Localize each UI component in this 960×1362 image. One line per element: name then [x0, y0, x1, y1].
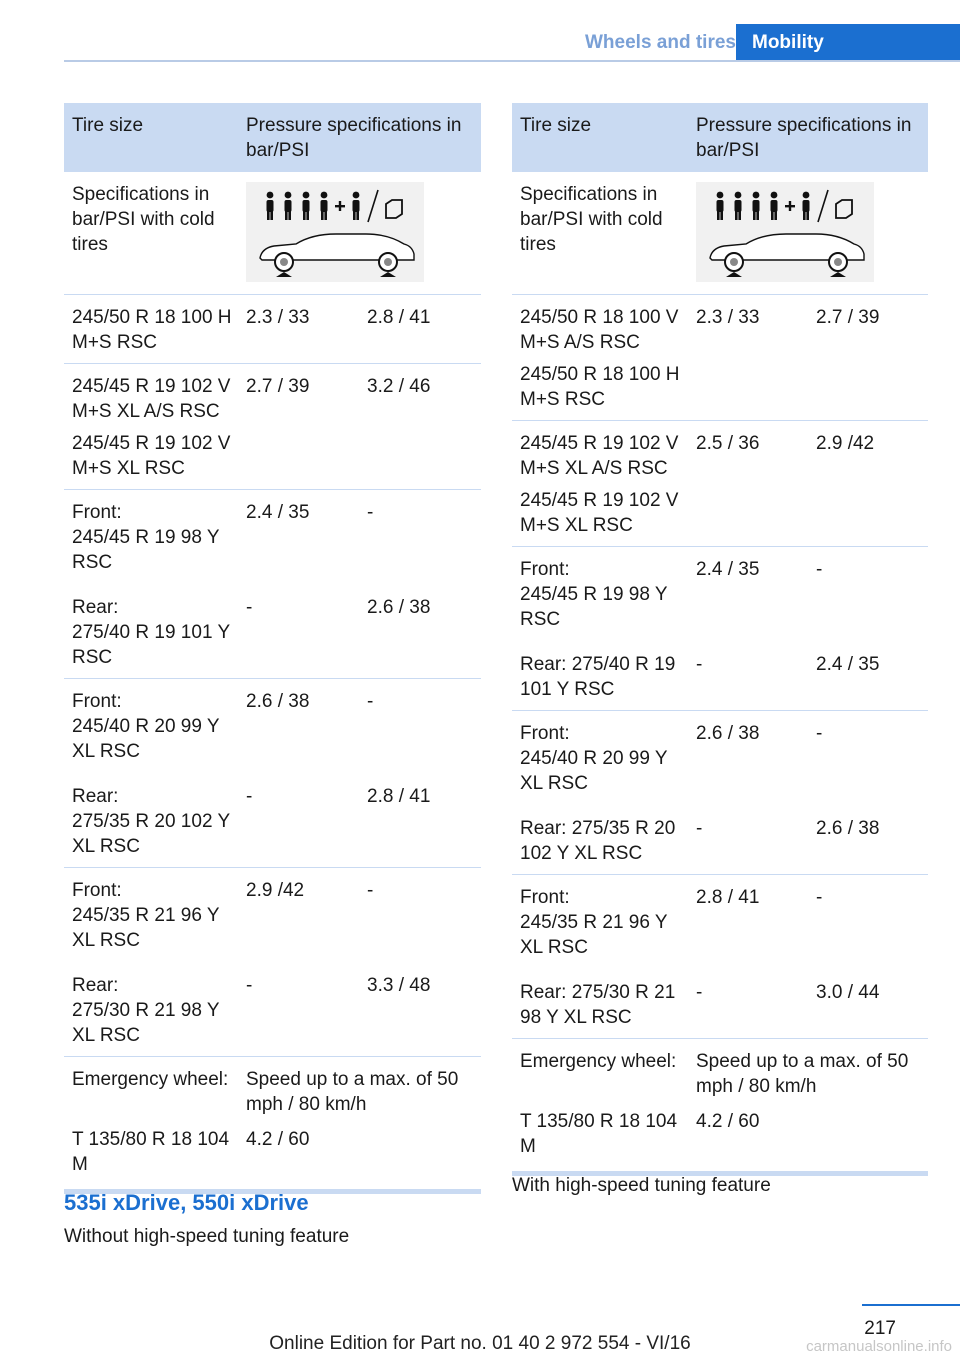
left-table-body — [64, 172, 481, 1192]
table-row — [64, 868, 481, 962]
emergency-row — [512, 1039, 928, 1108]
table-row — [64, 364, 481, 490]
header-rule — [64, 60, 960, 62]
tire-size-text: 245/45 R 19 102 V M+S XL RSC — [520, 490, 679, 536]
pressure-normal-load: 2.3 / 33 — [688, 295, 808, 421]
pressure-full-load: 3.3 / 48 — [367, 975, 431, 996]
pressure-full-load: 2.7 / 39 — [808, 295, 928, 421]
pressure-full-load: 2.4 / 35 — [816, 654, 880, 675]
tire-size-text: Front: — [520, 887, 570, 908]
emergency-tire: T 135/80 R 18 104 M — [512, 1107, 688, 1174]
emergency-speed: Speed up to a max. of 50 mph / 80 km/h — [238, 1057, 481, 1126]
edition-footer: Online Edition for Part no. 01 40 2 972 554 - VI/16 — [269, 1333, 691, 1354]
pressure-normal-load: - — [246, 597, 253, 618]
pictogram-cell — [688, 172, 928, 295]
pressure-normal-load: 2.6 / 38 — [238, 679, 359, 773]
spec-label: Specifications in bar/PSI with cold tires — [64, 172, 238, 295]
emergency-tire-row — [512, 1107, 928, 1174]
pressure-full-load: 3.0 / 44 — [816, 982, 880, 1003]
tire-size-cell — [64, 583, 238, 679]
pressure-normal-load: - — [696, 818, 703, 839]
table-row — [512, 640, 928, 711]
tire-size-text: Front: — [520, 559, 570, 580]
table-row — [64, 679, 481, 773]
tire-size-text: Front: — [72, 502, 122, 523]
table-row — [512, 295, 928, 421]
pictogram-cell — [238, 172, 481, 295]
tire-size-cell — [64, 364, 238, 490]
emergency-row — [64, 1057, 481, 1126]
table-row — [512, 421, 928, 547]
right-subtitle: With high-speed tuning feature — [512, 1175, 771, 1196]
emergency-pressure: 4.2 / 60 — [688, 1107, 928, 1174]
tire-size-cell — [512, 547, 688, 641]
tire-size-cell — [512, 295, 688, 421]
col-header-pressure: Pressure specifications in bar/PSI — [688, 103, 928, 172]
tire-size-text: 275/30 R 21 98 Y XL RSC — [72, 1000, 220, 1046]
tire-size-text: Front: — [520, 723, 570, 744]
pressure-full-load: 3.2 / 46 — [359, 364, 481, 490]
tire-size-cell — [512, 804, 688, 875]
col-header-tire-size: Tire size — [64, 103, 238, 172]
pressure-normal-load: - — [246, 786, 253, 807]
page-number-rule — [862, 1304, 960, 1306]
pressure-full-load: 2.9 /42 — [808, 421, 928, 547]
tire-size-text: Rear: 275/40 R 19 101 Y RSC — [520, 654, 676, 700]
tire-size-cell — [64, 679, 238, 773]
page-number: 217 — [864, 1318, 896, 1339]
pressure-normal-load: - — [246, 975, 253, 996]
tire-size-text: 245/35 R 21 96 Y XL RSC — [72, 905, 220, 951]
table-row — [64, 961, 481, 1057]
col-header-pressure: Pressure specifications in bar/PSI — [238, 103, 481, 172]
tire-size-cell — [64, 961, 238, 1057]
tire-size-text: Rear: — [72, 597, 119, 618]
pressure-normal-load: 2.8 / 41 — [688, 875, 808, 969]
tire-size-text: 245/45 R 19 102 V M+S XL A/S RSC — [72, 376, 231, 422]
table-row — [512, 547, 928, 641]
pressure-normal-load: - — [696, 654, 703, 675]
pressure-normal-load: 2.6 / 38 — [688, 711, 808, 805]
pressure-normal-load: 2.3 / 33 — [238, 295, 359, 364]
tire-size-text: 245/40 R 20 99 Y XL RSC — [72, 716, 220, 762]
table-row — [512, 804, 928, 875]
spec-label: Specifications in bar/PSI with cold tires — [512, 172, 688, 295]
right-pressure-table — [512, 103, 928, 1176]
tire-size-text: 245/45 R 19 102 V M+S XL A/S RSC — [520, 433, 679, 479]
table-row — [64, 583, 481, 679]
section-heading: 535i xDrive, 550i xDrive — [64, 1190, 309, 1215]
running-header-section: Wheels and tires — [585, 32, 736, 53]
tire-size-text: 245/50 R 18 100 H M+S RSC — [520, 364, 680, 410]
tire-size-cell — [512, 875, 688, 969]
pressure-full-load: - — [359, 679, 481, 773]
spec-row — [512, 172, 928, 295]
left-pressure-table — [64, 103, 481, 1194]
load-pictogram-icon — [696, 182, 874, 282]
left-subtitle: Without high-speed tuning feature — [64, 1226, 350, 1247]
emergency-speed: Speed up to a max. of 50 mph / 80 km/h — [688, 1039, 928, 1108]
watermark: carmanualsonline.info — [806, 1338, 952, 1355]
tire-size-text: 245/45 R 19 98 Y RSC — [520, 584, 668, 630]
spec-row — [64, 172, 481, 295]
pressure-normal-load: 2.4 / 35 — [688, 547, 808, 641]
pressure-normal-load: 2.7 / 39 — [238, 364, 359, 490]
col-header-tire-size: Tire size — [512, 103, 688, 172]
tire-size-cell — [64, 868, 238, 962]
tire-size-cell — [64, 772, 238, 868]
pressure-normal-load: 2.4 / 35 — [238, 490, 359, 584]
tire-size-text: 275/40 R 19 101 Y RSC — [72, 622, 230, 668]
tire-size-text: Rear: — [72, 786, 119, 807]
tire-size-cell — [512, 711, 688, 805]
pressure-full-load: 2.6 / 38 — [816, 818, 880, 839]
table-row — [64, 295, 481, 364]
emergency-pressure: 4.2 / 60 — [238, 1125, 481, 1192]
tire-size-text: 245/40 R 20 99 Y XL RSC — [520, 748, 668, 794]
tire-size-cell — [512, 640, 688, 711]
emergency-label: Emergency wheel: — [512, 1039, 688, 1108]
pressure-full-load: - — [359, 490, 481, 584]
emergency-label: Emergency wheel: — [64, 1057, 238, 1126]
table-row — [64, 490, 481, 584]
pressure-full-load: - — [808, 547, 928, 641]
tire-size-text: 245/35 R 21 96 Y XL RSC — [520, 912, 668, 958]
right-table-body — [512, 172, 928, 1174]
table-row — [512, 711, 928, 805]
pressure-normal-load: 2.9 /42 — [238, 868, 359, 962]
tire-size-cell — [64, 295, 238, 364]
pressure-normal-load: - — [696, 982, 703, 1003]
emergency-tire-row — [64, 1125, 481, 1192]
pressure-full-load: - — [359, 868, 481, 962]
load-pictogram-icon — [246, 182, 424, 282]
tire-size-text: Rear: — [72, 975, 119, 996]
pressure-normal-load: 2.5 / 36 — [688, 421, 808, 547]
tire-size-text: 245/50 R 18 100 H M+S RSC — [72, 307, 232, 353]
tire-size-cell — [64, 490, 238, 584]
tire-size-cell — [512, 968, 688, 1039]
tire-size-text: Front: — [72, 880, 122, 901]
tire-size-cell — [512, 421, 688, 547]
table-row — [64, 772, 481, 868]
pressure-full-load: 2.8 / 41 — [359, 295, 481, 364]
table-row — [512, 875, 928, 969]
pressure-full-load: - — [808, 875, 928, 969]
tire-size-text: 245/50 R 18 100 V M+S A/S RSC — [520, 307, 679, 353]
pressure-full-load: 2.8 / 41 — [367, 786, 431, 807]
tire-size-text: 245/45 R 19 102 V M+S XL RSC — [72, 433, 231, 479]
tire-size-text: 275/35 R 20 102 Y XL RSC — [72, 811, 230, 857]
tire-size-text: Front: — [72, 691, 122, 712]
tire-size-text: 245/45 R 19 98 Y RSC — [72, 527, 220, 573]
pressure-full-load: 2.6 / 38 — [367, 597, 431, 618]
tire-size-text: Rear: 275/35 R 20 102 Y XL RSC — [520, 818, 676, 864]
emergency-tire: T 135/80 R 18 104 M — [64, 1125, 238, 1192]
table-row — [512, 968, 928, 1039]
pressure-full-load: - — [808, 711, 928, 805]
tire-size-text: Rear: 275/30 R 21 98 Y XL RSC — [520, 982, 676, 1028]
running-header-chapter: Mobility — [736, 24, 960, 62]
